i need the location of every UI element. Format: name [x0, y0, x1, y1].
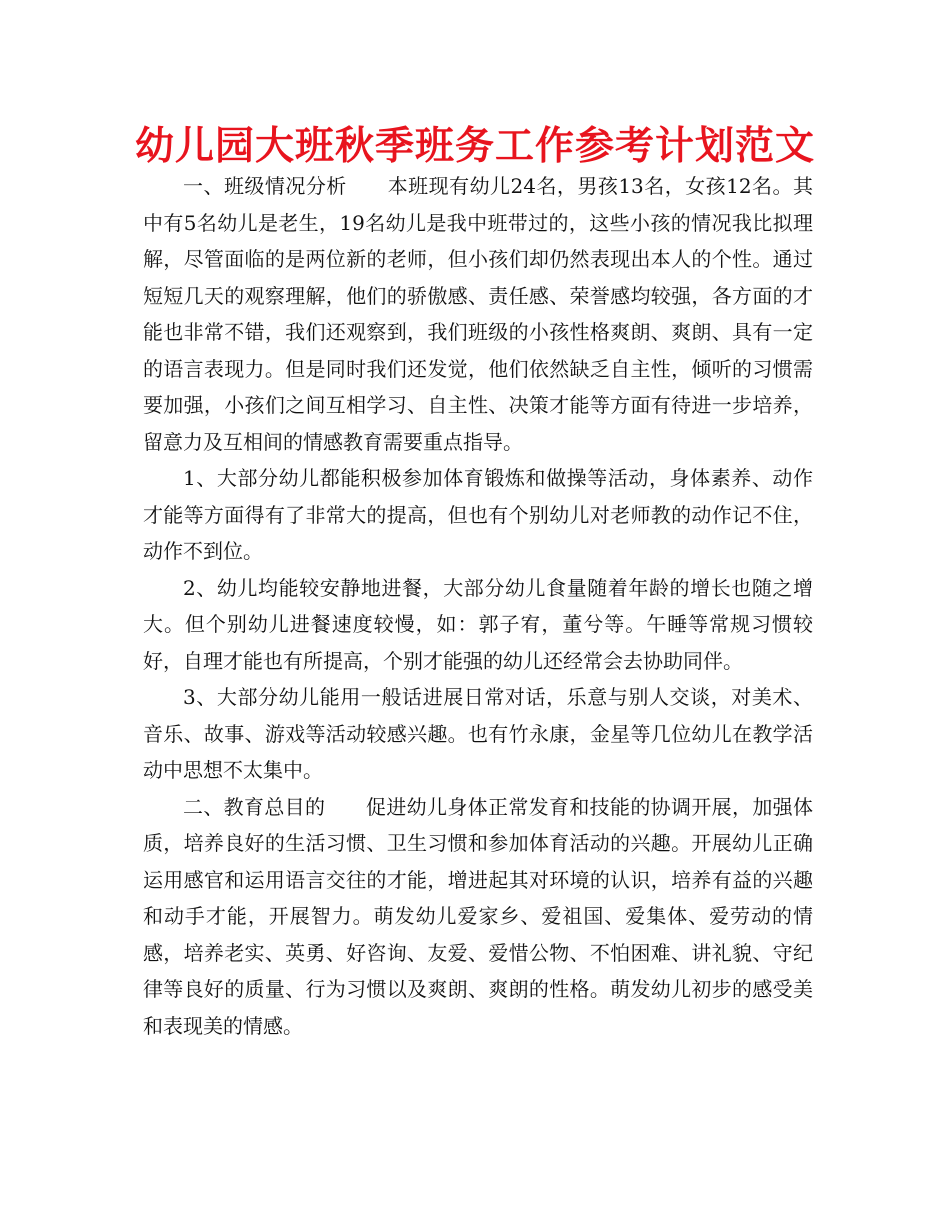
- paragraph-education-goals: 二、教育总目的 促进幼儿身体正常发育和技能的协调开展，加强体质，培养良好的生活习惯、卫生习惯和参加体育活动的兴趣。开展幼儿正确运用感官和运用语言交往的才能，增进起其对环境的认识，培养有益的兴趣和动手才能，开展智力。萌发幼儿爱家乡、爱祖国、爱集体、爱劳动的情感，培养老实、英勇、好咨询、友爱、爱惜公物、不怕困难、讲礼貌、守纪律等良好的质量、行为习惯以及爽朗、爽朗的性格。萌发幼儿初步的感受美和表现美的情感。: [143, 794, 813, 1038]
- paragraph-item-3: 3、大部分幼儿能用一般话进展日常对话，乐意与别人交谈，对美术、音乐、故事、游戏等活动较感兴趣。也有竹永康，金星等几位幼儿在教学活动中思想不太集中。: [143, 685, 813, 782]
- paragraph-class-analysis: 一、班级情况分析 本班现有幼儿24名，男孩13名，女孩12名。其中有5名幼儿是老生，19名幼儿是我中班带过的，这些小孩的情况我比拟理解，尽管面临的是两位新的老师，但小孩们却仍然表现出本人的个性。通过短短几天的观察理解，他们的骄傲感、责任感、荣誉感均较强，各方面的才能也非常不错，我们还观察到，我们班级的小孩性格爽朗、爽朗、具有一定的语言表现力。但是同时我们还发觉，他们依然缺乏自主性，倾听的习惯需要加强，小孩们之间互相学习、自主性、决策才能等方面有待进一步培养，留意力及互相间的情感教育需要重点指导。: [143, 174, 813, 454]
- paragraph-item-2: 2、幼儿均能较安静地进餐，大部分幼儿食量随着年龄的增长也随之增大。但个别幼儿进餐速度较慢，如：郭子宥，董兮等。午睡等常规习惯较好，自理才能也有所提高，个别才能强的幼儿还经常会去协助同伴。: [143, 575, 813, 673]
- paragraph-item-1: 1、大部分幼儿都能积极参加体育锻炼和做操等活动，身体素养、动作才能等方面得有了非常大的提高，但也有个别幼儿对老师教的动作记不住，动作不到位。: [143, 466, 813, 563]
- document-body: [143, 168, 813, 1044]
- document-title: 幼儿园大班秋季班务工作参考计划范文: [134, 123, 815, 169]
